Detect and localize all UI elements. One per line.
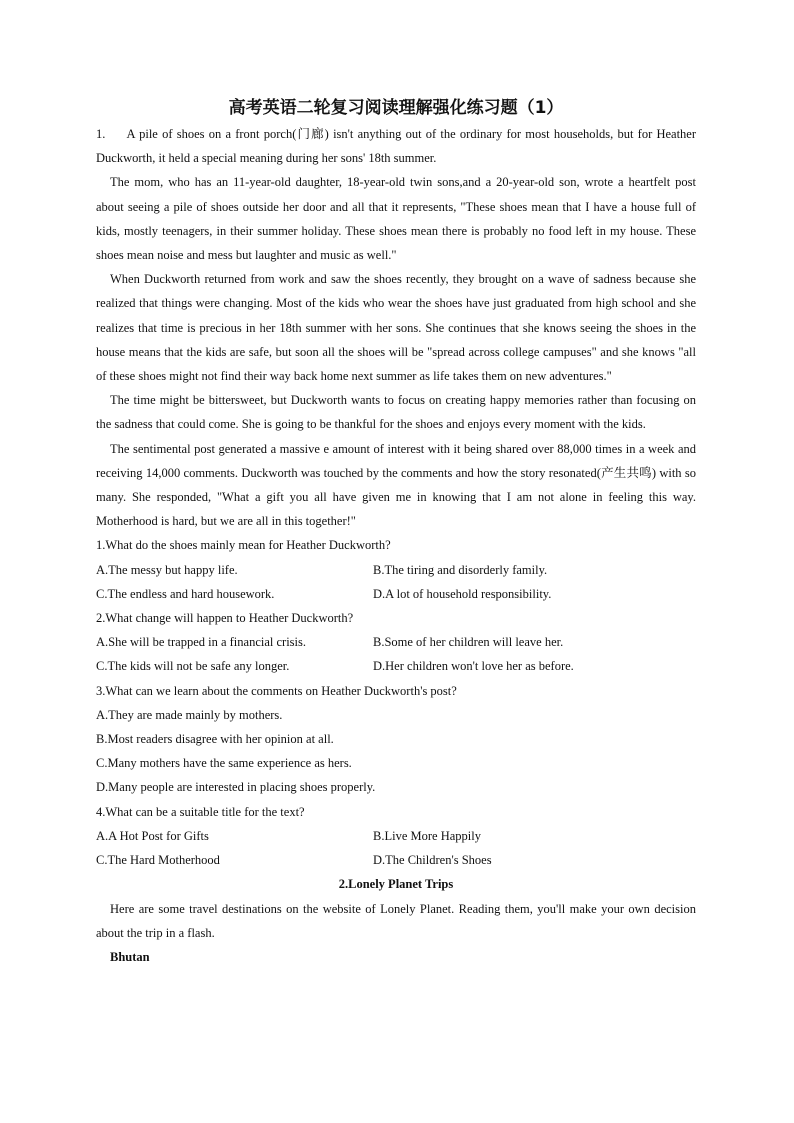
passage1-paragraph: The mom, who has an 11-year-old daughter, 18-year-old twin sons,and a 20-year-old son, wrote a heartfelt post about seeing a pile of shoes outside her door and all that it represents, "These shoes mean that I have a house full of kids, mostly teenagers, in their summer holiday. These shoes mean there is probably no food left in my house. These shoes mean noise and mess but laughter and music as well." [96,175,696,263]
option-b: B.The tiring and disorderly family. [373,562,548,577]
option-row [96,654,696,678]
question-3: 3.What can we learn about the comments on Heather Duckworth's post? [96,683,457,698]
passage1-paragraph: The time might be bittersweet, but Duckworth wants to focus on creating happy memories rather than focusing on the sadness that could come. She is going to be thankful for the shoes and enjoys every moment with the kids. [96,393,696,432]
option-c: C.The kids will not be safe any longer. [96,659,290,674]
passage1-number: 1. [96,127,106,141]
document-page [96,96,696,969]
option-b: B.Some of her children will leave her. [373,635,564,650]
passage2-heading: 2.Lonely Planet Trips [338,877,454,892]
page-title: 高考英语二轮复习阅读理解强化练习题（1） [228,98,564,118]
option-c: C.The Hard Motherhood [96,853,220,868]
option-b: B.Live More Happily [373,828,481,843]
question-1: 1.What do the shoes mainly mean for Heather Duckworth? [96,538,391,553]
option-row [96,824,696,848]
option-a: A.She will be trapped in a financial crisis. [96,635,307,650]
passage2-intro: Here are some travel destinations on the website of Lonely Planet. Reading them, you'll make your own decision about the trip in a flash. [96,901,696,940]
option-a: A.The messy but happy life. [96,562,238,577]
passage1-paragraph [96,122,696,170]
option-row [96,630,696,654]
option-row [96,582,696,606]
option-d: D.Many people are interested in placing shoes properly. [96,780,376,795]
option-row [96,848,696,872]
option-a: A.A Hot Post for Gifts [96,828,209,843]
option-d: D.The Children's Shoes [373,853,492,868]
option-row [96,558,696,582]
option-b: B.Most readers disagree with her opinion at all. [96,732,334,747]
question-4: 4.What can be a suitable title for the text? [96,804,305,819]
passage1-paragraph: The sentimental post generated a massive e amount of interest with it being shared over 88,000 times in a week and receiving 14,000 comments. Duckworth was touched by the comments and how the story resonated(产生共鸣) with so many. She responded, "What a gift you all have given me in knowing that I am not alone in feeling this way. Motherhood is hard, but we are all in this together!" [96,441,696,529]
passage1-paragraph: When Duckworth returned from work and saw the shoes recently, they brought on a wave of sadness because she realized that things were changing. Most of the kids who wear the shoes have just graduated from high school and she realizes that time is precious in her 18th summer with her sons. She continues that she knows seeing the shoes in the house means that the kids are safe, but soon all the shoes will be "spread across college campuses" and she knows "all of these shoes might not find their way back home next summer as life takes them on new adventures." [96,272,696,384]
option-d: D.Her children won't love her as before. [373,659,574,674]
option-c: C.The endless and hard housework. [96,586,275,601]
option-d: D.A lot of household responsibility. [373,586,552,601]
passage2-subheading: Bhutan [110,949,150,964]
option-a: A.They are made mainly by mothers. [96,707,283,722]
passage1-paragraph-text: A pile of shoes on a front porch(门廊) isn't anything out of the ordinary for most households, but for Heather Duckworth, it held a special meaning during her sons' 18th summer. [96,127,697,166]
option-c: C.Many mothers have the same experience as hers. [96,756,352,771]
question-2: 2.What change will happen to Heather Duckworth? [96,611,354,626]
